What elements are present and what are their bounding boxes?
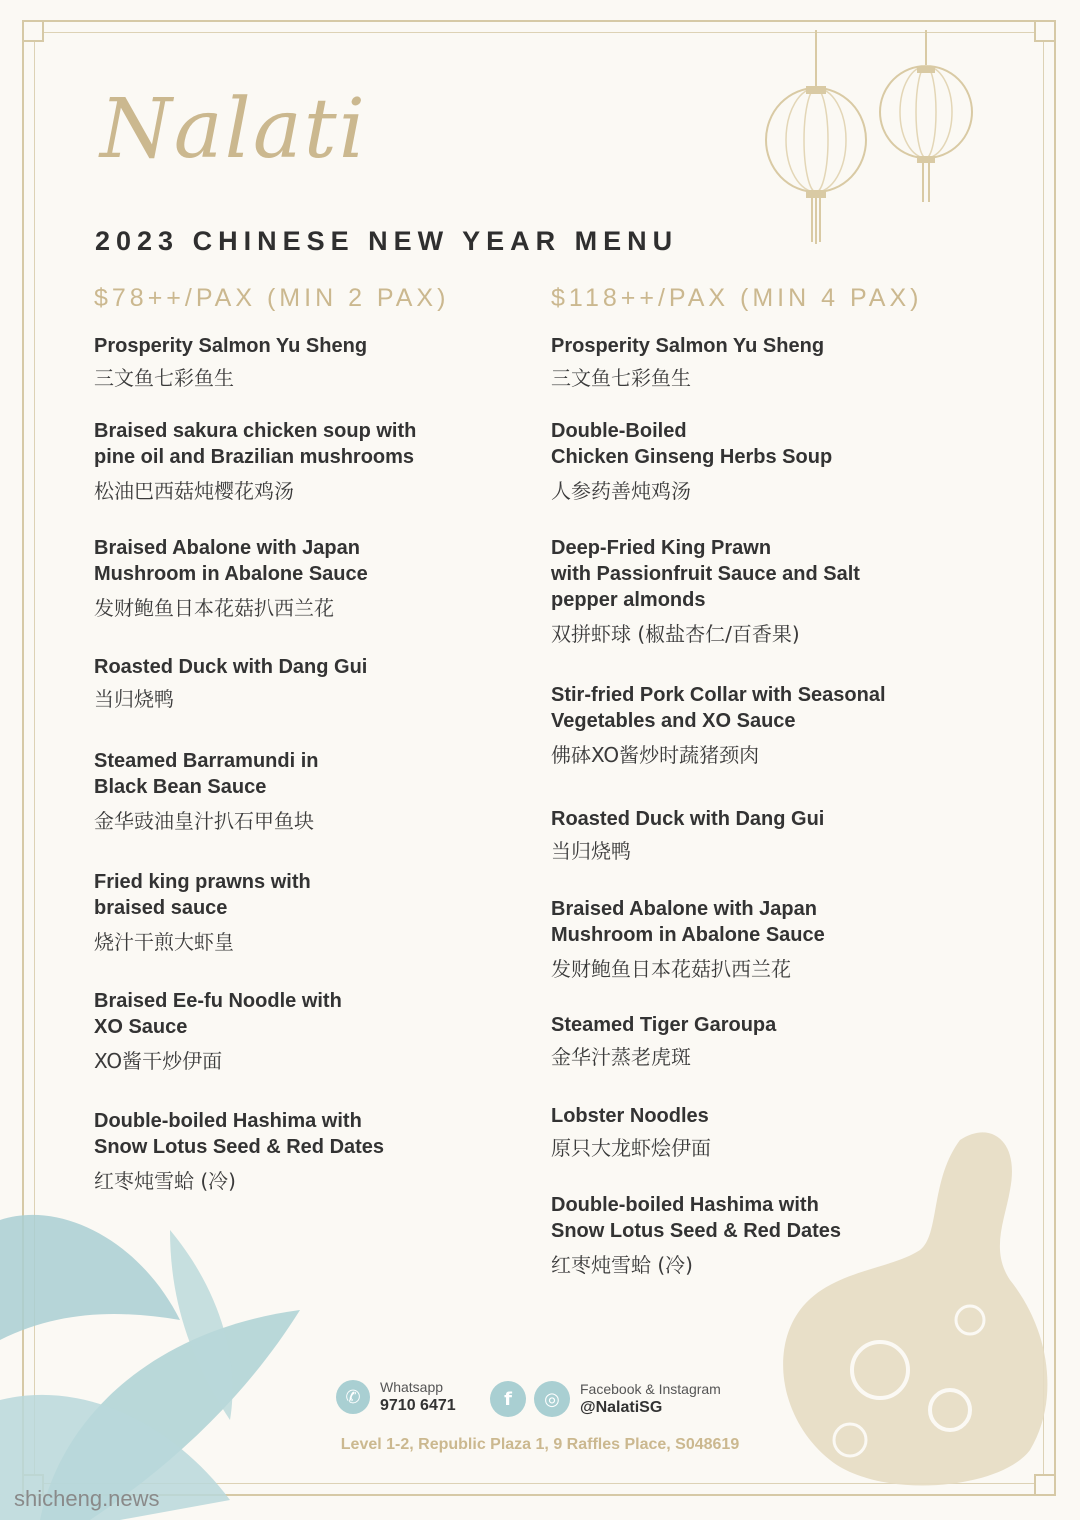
dish-name-en: Braised Ee-fu Noodle with — [94, 990, 342, 1012]
whatsapp-icon: ✆ — [336, 1380, 370, 1414]
social-contact[interactable] — [490, 1380, 721, 1418]
whatsapp-number: 9710 6471 — [380, 1397, 456, 1414]
dish-name-cn: 红枣炖雪蛤 (冷) — [94, 1169, 236, 1193]
menu-dish — [551, 896, 825, 982]
whatsapp-label: Whatsapp — [380, 1379, 444, 1395]
leaf-illustration — [0, 1160, 380, 1520]
dish-name-en: Double-boiled Hashima with — [94, 1110, 362, 1132]
instagram-icon: ◎ — [534, 1381, 570, 1417]
address: Level 1-2, Republic Plaza 1, 9 Raffles Place, S048619 — [340, 1436, 740, 1453]
menu-dish — [551, 1012, 776, 1070]
dish-name-cn: 当归烧鸭 — [94, 687, 174, 711]
dish-name-cn: XO酱干炒伊面 — [94, 1049, 223, 1073]
dish-name-en: Roasted Duck with Dang Gui — [551, 808, 825, 830]
dish-name-en: Prosperity Salmon Yu Sheng — [551, 335, 825, 357]
menu-dish — [551, 1192, 841, 1278]
dish-name-en: pepper almonds — [551, 589, 706, 611]
page-title: 2023 CHINESE NEW YEAR MENU — [95, 226, 679, 256]
price-heading: $118++/PAX (MIN 4 PAX) — [551, 284, 923, 312]
dish-name-en: Double-boiled Hashima with — [551, 1194, 819, 1216]
dish-name-en: Deep-Fried King Prawn — [551, 537, 772, 559]
dish-name-en: pine oil and Brazilian mushrooms — [94, 446, 415, 468]
menu-dish — [94, 654, 367, 712]
frame-corner-ornament — [22, 20, 44, 42]
dish-name-en: Black Bean Sauce — [94, 776, 267, 798]
menu-dish — [94, 988, 342, 1074]
dish-name-cn: 双拼虾球 (椒盐杏仁/百香果) — [551, 622, 800, 646]
facebook-icon: f — [490, 1381, 526, 1417]
dish-name-en: Stir-fried Pork Collar with Seasonal — [551, 684, 886, 706]
dish-name-en: braised sauce — [94, 897, 228, 919]
dish-name-cn: 当归烧鸭 — [551, 839, 631, 863]
brand-logo: Nalati — [100, 82, 367, 177]
dish-name-en: Mushroom in Abalone Sauce — [551, 924, 825, 946]
dish-name-cn: 金华汁蒸老虎斑 — [551, 1045, 691, 1069]
lantern-illustration — [760, 30, 980, 250]
dish-name-en: Chicken Ginseng Herbs Soup — [551, 446, 833, 468]
menu-dish — [551, 806, 824, 864]
dish-name-cn: 佛砵XO酱炒时蔬猪颈肉 — [551, 743, 760, 767]
menu-dish — [551, 418, 832, 504]
whatsapp-contact[interactable] — [336, 1378, 456, 1416]
menu-dish — [551, 682, 886, 768]
menu-dish — [94, 869, 311, 955]
dish-name-cn: 发财鲍鱼日本花菇扒西兰花 — [551, 957, 791, 981]
dish-name-cn: 三文鱼七彩鱼生 — [551, 366, 691, 390]
dish-name-en: Steamed Tiger Garoupa — [551, 1014, 777, 1036]
dish-name-cn: 三文鱼七彩鱼生 — [94, 366, 234, 390]
dish-name-cn: 烧汁干煎大虾皇 — [94, 930, 234, 954]
dish-name-en: Braised sakura chicken soup with — [94, 420, 417, 442]
menu-column-78 — [94, 284, 514, 313]
dish-name-cn: 松油巴西菇炖樱花鸡汤 — [94, 479, 294, 503]
dish-name-en: Mushroom in Abalone Sauce — [94, 563, 368, 585]
dish-name-cn: 金华豉油皇汁扒石甲鱼块 — [94, 809, 314, 833]
dish-name-en: Snow Lotus Seed & Red Dates — [551, 1220, 842, 1242]
dish-name-en: Steamed Barramundi in — [94, 750, 319, 772]
dish-name-en: Roasted Duck with Dang Gui — [94, 656, 368, 678]
menu-dish — [94, 418, 416, 504]
dish-name-en: Vegetables and XO Sauce — [551, 710, 796, 732]
menu-dish — [551, 333, 824, 391]
dish-name-en: Snow Lotus Seed & Red Dates — [94, 1136, 385, 1158]
frame-corner-ornament — [1034, 20, 1056, 42]
dish-name-cn: 原只大龙虾烩伊面 — [551, 1136, 711, 1160]
price-heading: $78++/PAX (MIN 2 PAX) — [94, 284, 450, 312]
watermark: shicheng.news — [14, 1486, 160, 1511]
menu-dish — [94, 333, 367, 391]
dish-name-en: Double-Boiled — [551, 420, 687, 442]
menu-dish — [94, 535, 368, 621]
dish-name-en: Braised Abalone with Japan — [551, 898, 817, 920]
social-label: Facebook & Instagram — [580, 1381, 721, 1397]
dish-name-en: XO Sauce — [94, 1016, 188, 1038]
menu-column-118 — [551, 284, 951, 313]
menu-dish — [551, 1103, 711, 1161]
menu-dish — [94, 1108, 384, 1194]
menu-dish — [551, 535, 860, 647]
menu-dish — [94, 748, 319, 834]
dish-name-en: Braised Abalone with Japan — [94, 537, 360, 559]
dish-name-en: Lobster Noodles — [551, 1105, 709, 1127]
dish-name-en: with Passionfruit Sauce and Salt — [551, 563, 860, 585]
dish-name-cn: 发财鲍鱼日本花菇扒西兰花 — [94, 596, 334, 620]
dish-name-en: Fried king prawns with — [94, 871, 311, 893]
social-handle: @NalatiSG — [580, 1399, 663, 1416]
dish-name-cn: 红枣炖雪蛤 (冷) — [551, 1253, 693, 1277]
dish-name-cn: 人参药善炖鸡汤 — [551, 479, 691, 503]
dish-name-en: Prosperity Salmon Yu Sheng — [94, 335, 368, 357]
